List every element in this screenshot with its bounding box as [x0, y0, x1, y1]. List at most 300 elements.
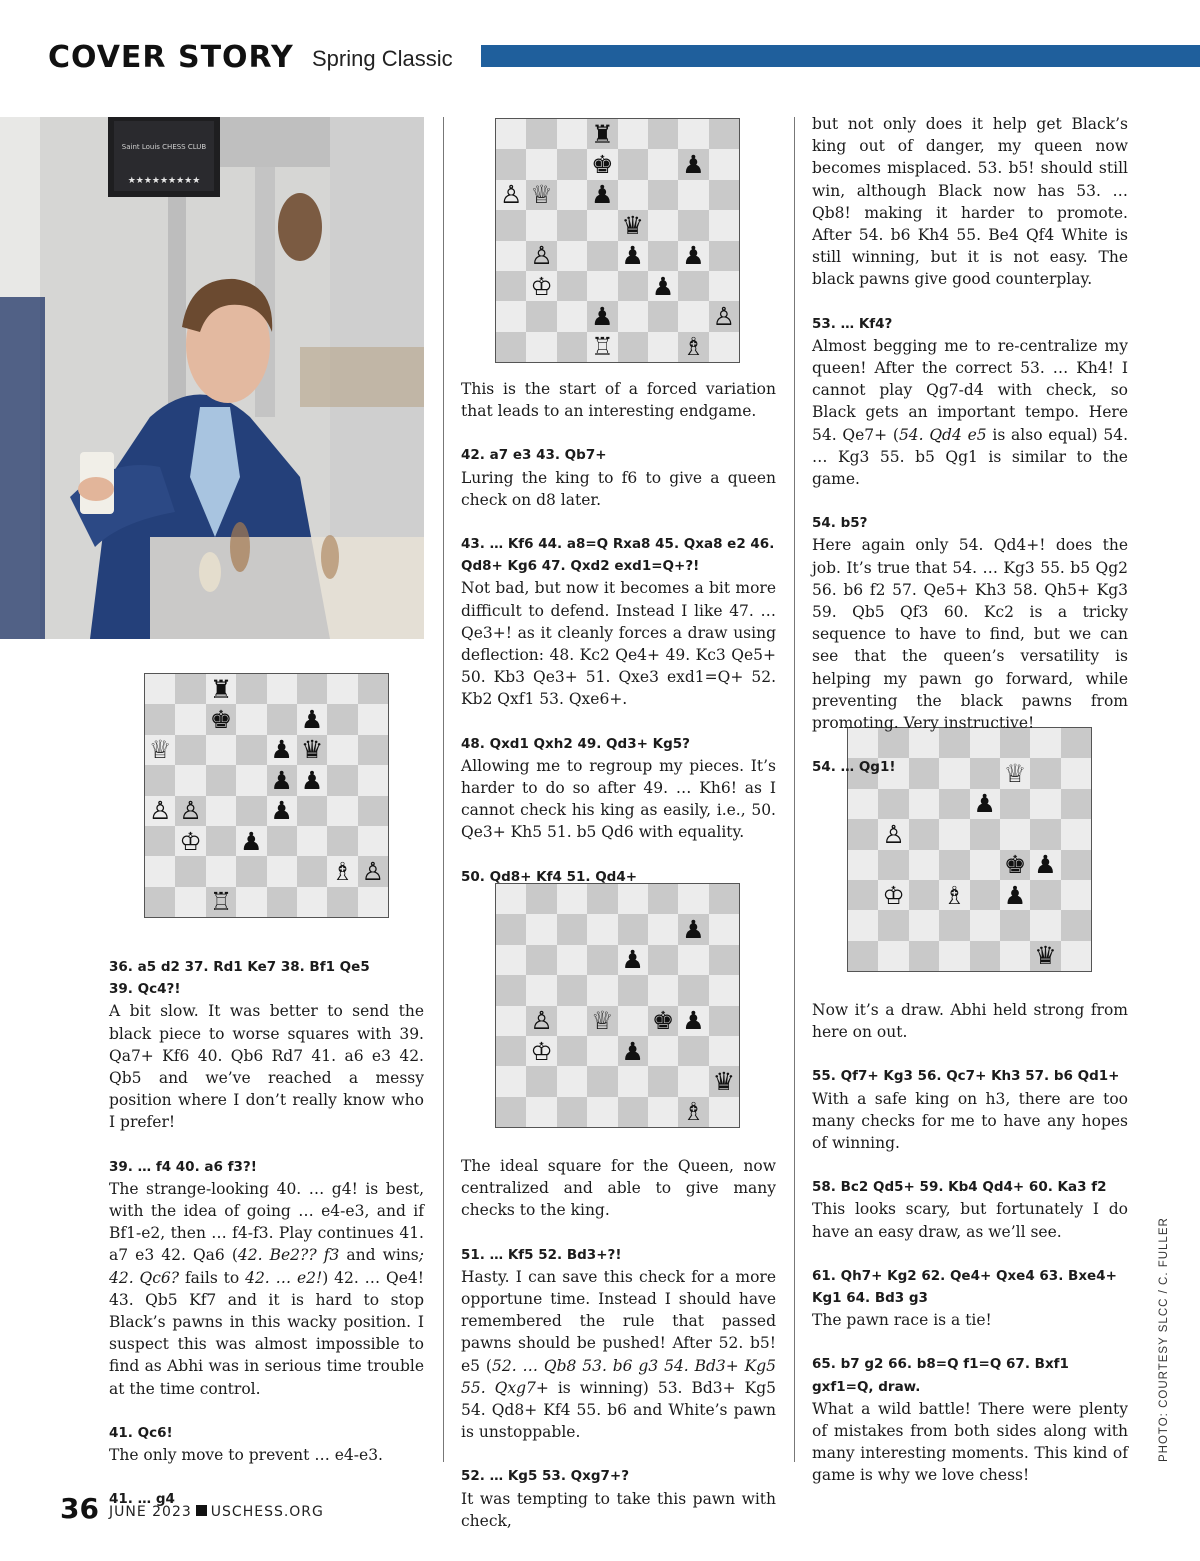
- board-square: [557, 210, 587, 240]
- board-square: [267, 765, 297, 795]
- annotation-text: Luring the king to f6 to give a queen check on d8 later.: [461, 468, 776, 509]
- annotation-text: This is the start of a forced variation that leads to an interesting endgame.: [461, 380, 776, 421]
- board-square: [618, 1097, 648, 1127]
- board-square: [496, 1006, 526, 1036]
- board-square: [496, 975, 526, 1005]
- board-square: [236, 887, 266, 917]
- board-square: [145, 674, 175, 704]
- board-square: [709, 1066, 739, 1096]
- board-square: [1030, 789, 1060, 819]
- white-pawn-icon: ♙: [530, 1006, 553, 1036]
- board-square: [939, 789, 969, 819]
- move-heading: 54. … Qg1!: [812, 759, 896, 776]
- board-square: [526, 975, 556, 1005]
- board-square: [618, 301, 648, 331]
- board-square: [678, 149, 708, 179]
- board-square: [648, 332, 678, 362]
- move-heading: 58. Bc2 Qd5+ 59. Kb4 Qd4+ 60. Ka3 f2: [812, 1179, 1107, 1196]
- board-square: [175, 887, 205, 917]
- board-square: [496, 1036, 526, 1066]
- board-square: [709, 1036, 739, 1066]
- board-square: [526, 241, 556, 271]
- board-square: [267, 674, 297, 704]
- board-square: [358, 826, 388, 856]
- board-square: [587, 914, 617, 944]
- board-square: [206, 796, 236, 826]
- board-square: [236, 826, 266, 856]
- board-square: [1030, 850, 1060, 880]
- board-square: [587, 1006, 617, 1036]
- black-pawn-icon: ♟: [270, 735, 293, 765]
- board-square: [236, 674, 266, 704]
- board-square: [848, 910, 878, 940]
- board-square: [709, 945, 739, 975]
- move-heading: 39. Qc4?!: [109, 981, 181, 998]
- board-square: [297, 674, 327, 704]
- board-square: [618, 1036, 648, 1066]
- board-square: [206, 887, 236, 917]
- board-square: [267, 826, 297, 856]
- black-queen-icon: ♛: [1034, 941, 1057, 971]
- move-heading: 61. Qh7+ Kg2 62. Qe4+ Qxe4 63. Bxe4+ Kg1 64. Bd3 g3: [812, 1267, 1117, 1307]
- white-pawn-icon: ♙: [499, 180, 523, 210]
- board-square: [709, 149, 739, 179]
- board-square: [648, 1097, 678, 1127]
- board-square: [939, 941, 969, 971]
- board-square: [678, 119, 708, 149]
- board-square: [145, 887, 175, 917]
- poster-stars: ★★★★★★★★★: [127, 176, 201, 186]
- board-square: [297, 826, 327, 856]
- board-square: [526, 1036, 556, 1066]
- board-square: [848, 789, 878, 819]
- board-square: [648, 884, 678, 914]
- board-square: [709, 241, 739, 271]
- board-square: [909, 880, 939, 910]
- move-heading: 52. … Kg5 53. Qxg7+?: [461, 1468, 630, 1485]
- annotation-text: With a safe king on h3, there are too many checks for me to have any hopes of winning.: [812, 1089, 1128, 1153]
- board-square: [526, 149, 556, 179]
- black-pawn-icon: ♟: [621, 945, 644, 975]
- annotation-text: It was tempting to take this pawn with check,: [461, 1489, 776, 1530]
- board-square: [206, 856, 236, 886]
- board-square: [175, 765, 205, 795]
- board-square: [587, 301, 617, 331]
- white-rook-icon: ♖: [209, 887, 233, 917]
- black-pawn-icon: ♟: [591, 301, 614, 331]
- board-square: [496, 1066, 526, 1096]
- board-square: [496, 180, 526, 210]
- board-square: [970, 941, 1000, 971]
- board-square: [496, 271, 526, 301]
- board-square: [206, 704, 236, 734]
- board-square: [939, 819, 969, 849]
- board-square: [496, 210, 526, 240]
- board-square: [1061, 941, 1091, 971]
- annotation-text: The pawn race is a tie!: [812, 1311, 992, 1330]
- board-square: [557, 1006, 587, 1036]
- board-square: [678, 1006, 708, 1036]
- board-square: [496, 884, 526, 914]
- board-square: [618, 119, 648, 149]
- board-square: [939, 910, 969, 940]
- board-square: [557, 945, 587, 975]
- board-square: [145, 765, 175, 795]
- board-square: [648, 1066, 678, 1096]
- board-square: [327, 674, 357, 704]
- board-square: [297, 765, 327, 795]
- board-square: [236, 735, 266, 765]
- annotation-text: What a wild battle! There were plenty of mistakes from both sides along with many interesting moments. This kind of game is why we love chess!: [812, 1399, 1128, 1485]
- black-pawn-icon: ♟: [682, 150, 705, 180]
- board-square: [358, 796, 388, 826]
- board-square: [526, 210, 556, 240]
- board-square: [709, 301, 739, 331]
- board-square: [496, 945, 526, 975]
- board-square: [618, 271, 648, 301]
- board-square: [267, 704, 297, 734]
- board-square: [709, 332, 739, 362]
- board-square: [236, 796, 266, 826]
- board-square: [327, 765, 357, 795]
- black-pawn-icon: ♟: [300, 765, 324, 795]
- board-square: [970, 850, 1000, 880]
- annotation-text: A bit slow. It was better to send the black piece to worse squares with 39. Qa7+ Kf6 40. Qb6 Rd7 41. a6 e3 42. Qb5 and we’ve reached a messy position where I don’t really know who I prefer!: [109, 1002, 424, 1132]
- board-square: [1000, 819, 1030, 849]
- black-pawn-icon: ♟: [270, 796, 293, 826]
- annotation-text: This looks scary, but fortunately I do have an easy draw, as we’ll see.: [812, 1200, 1128, 1241]
- white-queen-icon: ♕: [530, 180, 553, 210]
- white-bishop-icon: ♗: [682, 332, 705, 362]
- site-url: USCHESS.ORG: [210, 1504, 324, 1520]
- board-square: [587, 975, 617, 1005]
- board-square: [648, 914, 678, 944]
- board-square: [297, 735, 327, 765]
- annotation-text: The strange-looking 40. … g4! is best, with the idea of going … e4-e3, and if Bf1-e2, then … f4-f3. Play continues 41. a7 e3 42. Qa6 (42. Be2?? f3 and wins; 42. Qc6? fails to 42. … e2!) 42. … Qe4! 43. Qb5 Kf7 and it is hard to stop Black’s pawns in this wacky position. I suspect this was almost impossible to find as Abhi was in serious time trouble at the time control.: [109, 1179, 424, 1398]
- column-3-text-lower: [812, 999, 1128, 1487]
- board-square: [1000, 850, 1030, 880]
- move-heading: 53. … Kf4?: [812, 315, 893, 332]
- board-square: [145, 704, 175, 734]
- board-square: [618, 1066, 648, 1096]
- black-pawn-icon: ♟: [591, 180, 614, 210]
- board-square: [709, 271, 739, 301]
- poster-caption: Saint Louis CHESS CLUB: [121, 143, 207, 151]
- board-square: [848, 880, 878, 910]
- board-square: [587, 271, 617, 301]
- board-square: [878, 789, 908, 819]
- black-pawn-icon: ♟: [621, 1036, 644, 1066]
- board-square: [1030, 880, 1060, 910]
- board-square: [1061, 850, 1091, 880]
- board-square: [587, 884, 617, 914]
- annotation-text: The only move to prevent … e4-e3.: [109, 1446, 383, 1465]
- board-square: [145, 856, 175, 886]
- chess-diagram-2: [495, 118, 740, 363]
- board-square: [678, 1066, 708, 1096]
- board-square: [678, 1097, 708, 1127]
- white-bishop-icon: ♗: [682, 1097, 705, 1127]
- board-square: [175, 735, 205, 765]
- board-square: [648, 210, 678, 240]
- board-square: [587, 149, 617, 179]
- board-square: [496, 149, 526, 179]
- move-heading: 55. Qf7+ Kg3 56. Qc7+ Kh3 57. b6 Qd1+: [812, 1068, 1120, 1085]
- board-square: [557, 119, 587, 149]
- black-king-icon: ♚: [1003, 850, 1027, 880]
- page-header: [48, 40, 1200, 74]
- board-square: [648, 119, 678, 149]
- move-heading: 54. b5?: [812, 515, 868, 532]
- board-square: [557, 332, 587, 362]
- board-square: [327, 887, 357, 917]
- board-square: [970, 789, 1000, 819]
- board-square: [970, 819, 1000, 849]
- board-square: [1000, 941, 1030, 971]
- board-square: [878, 941, 908, 971]
- board-square: [909, 789, 939, 819]
- board-square: [709, 180, 739, 210]
- board-square: [1030, 941, 1060, 971]
- board-square: [648, 945, 678, 975]
- board-square: [557, 149, 587, 179]
- board-square: [878, 910, 908, 940]
- board-square: [206, 765, 236, 795]
- annotation-text: The ideal square for the Queen, now centralized and able to give many checks to the king.: [461, 1157, 776, 1220]
- board-square: [267, 735, 297, 765]
- board-square: [678, 1036, 708, 1066]
- board-square: [678, 884, 708, 914]
- board-square: [175, 826, 205, 856]
- header-bar: [481, 45, 1200, 67]
- black-queen-icon: ♛: [300, 735, 324, 765]
- board-square: [618, 884, 648, 914]
- black-pawn-icon: ♟: [1034, 850, 1057, 880]
- chess-diagram-1: [144, 673, 389, 918]
- board-square: [557, 180, 587, 210]
- board-square: [496, 119, 526, 149]
- column-2-text-upper: [461, 378, 776, 888]
- move-heading: 36. a5 d2 37. Rd1 Ke7 38. Bf1 Qe5: [109, 959, 370, 975]
- board-square: [939, 850, 969, 880]
- board-square: [878, 880, 908, 910]
- board-square: [587, 945, 617, 975]
- board-square: [618, 914, 648, 944]
- annotation-text: but not only does it help get Black’s king out of danger, my queen now becomes misplaced. 53. b5! should still win, although Black now has 53. … Qb8! making it harder to promote. After 54. b6 Kh4 55. Be4 Qf4 White is still winning, but it is not easy. The black pawns give good counterplay.: [812, 115, 1128, 289]
- board-square: [678, 945, 708, 975]
- white-pawn-icon: ♙: [530, 241, 553, 271]
- move-heading: 65. b7 g2 66. b8=Q f1=Q 67. Bxf1 gxf1=Q, draw.: [812, 1356, 1069, 1395]
- board-square: [709, 975, 739, 1005]
- move-heading: 51. … Kf5 52. Bd3+?!: [461, 1246, 622, 1263]
- board-square: [648, 241, 678, 271]
- white-queen-icon: ♕: [148, 735, 172, 765]
- board-square: [557, 884, 587, 914]
- square-separator-icon: [196, 1505, 207, 1516]
- board-square: [587, 241, 617, 271]
- board-square: [496, 332, 526, 362]
- board-square: [297, 796, 327, 826]
- board-square: [267, 887, 297, 917]
- board-square: [526, 271, 556, 301]
- board-square: [909, 850, 939, 880]
- issue-line: [109, 1504, 324, 1520]
- board-square: [648, 180, 678, 210]
- board-square: [358, 674, 388, 704]
- chess-diagram-3: [495, 883, 740, 1128]
- board-square: [297, 856, 327, 886]
- annotation-text: Now it’s a draw. Abhi held strong from here on out.: [812, 1001, 1128, 1042]
- board-square: [848, 941, 878, 971]
- board-square: [618, 975, 648, 1005]
- board-square: [709, 210, 739, 240]
- black-pawn-icon: ♟: [270, 765, 293, 795]
- board-square: [206, 735, 236, 765]
- board-square: [526, 884, 556, 914]
- white-pawn-icon: ♙: [148, 796, 172, 826]
- board-square: [175, 796, 205, 826]
- annotation-text: Allowing me to regroup my pieces. It’s harder to do so after 49. … Kh6! as I cannot check his king as easily, i.e., 50. Qe3+ Kh5 51. b5 Qd6 with equality.: [461, 756, 776, 842]
- board-square: [587, 119, 617, 149]
- white-king-icon: ♔: [530, 1036, 553, 1066]
- board-square: [648, 271, 678, 301]
- black-king-icon: ♚: [591, 150, 614, 180]
- board-square: [327, 735, 357, 765]
- board-square: [358, 735, 388, 765]
- board-square: [678, 301, 708, 331]
- board-square: [618, 241, 648, 271]
- board-square: [327, 796, 357, 826]
- board-square: [939, 880, 969, 910]
- move-heading: 39. … f4 40. a6 f3?!: [109, 1158, 257, 1175]
- photo-credit: PHOTO: COURTESY SLCC / C. FULLER: [1158, 1217, 1170, 1462]
- move-heading: 42. a7 e3 43. Qb7+: [461, 447, 607, 464]
- board-square: [327, 704, 357, 734]
- board-square: [236, 765, 266, 795]
- black-pawn-icon: ♟: [973, 789, 996, 819]
- black-rook-icon: ♜: [591, 119, 614, 149]
- move-heading: 50. Qd8+ Kf4 51. Qd4+: [461, 868, 638, 885]
- board-square: [587, 1066, 617, 1096]
- board-square: [526, 180, 556, 210]
- white-rook-icon: ♖: [591, 332, 614, 362]
- move-heading: 48. Qxd1 Qxh2 49. Qd3+ Kg5?: [461, 735, 690, 752]
- board-square: [327, 856, 357, 886]
- black-pawn-icon: ♟: [651, 271, 675, 301]
- board-square: [175, 856, 205, 886]
- board-square: [1000, 880, 1030, 910]
- black-pawn-icon: ♟: [240, 826, 263, 856]
- black-king-icon: ♚: [209, 705, 233, 735]
- player-photo: [0, 117, 424, 639]
- board-square: [1030, 910, 1060, 940]
- board-square: [557, 975, 587, 1005]
- column-rule: [443, 117, 444, 1462]
- board-square: [145, 735, 175, 765]
- board-square: [175, 704, 205, 734]
- black-pawn-icon: ♟: [682, 241, 705, 271]
- board-square: [648, 1006, 678, 1036]
- board-square: [496, 914, 526, 944]
- board-square: [909, 941, 939, 971]
- move-heading: 43. … Kf6 44. a8=Q Rxa8 45. Qxa8 e2 46. Qd8+ Kg6 47. Qxd2 exd1=Q+?!: [461, 536, 775, 575]
- board-square: [206, 674, 236, 704]
- board-square: [557, 271, 587, 301]
- board-square: [709, 119, 739, 149]
- board-square: [678, 210, 708, 240]
- board-square: [618, 210, 648, 240]
- board-square: [648, 301, 678, 331]
- column-3-text-upper: [812, 113, 1128, 778]
- black-rook-icon: ♜: [209, 674, 233, 704]
- board-square: [145, 826, 175, 856]
- board-square: [358, 765, 388, 795]
- white-pawn-icon: ♙: [882, 819, 905, 849]
- board-square: [358, 887, 388, 917]
- black-pawn-icon: ♟: [621, 241, 644, 271]
- board-square: [970, 910, 1000, 940]
- board-square: [678, 914, 708, 944]
- board-square: [557, 1036, 587, 1066]
- board-square: [236, 856, 266, 886]
- black-king-icon: ♚: [651, 1006, 675, 1036]
- black-pawn-icon: ♟: [1003, 880, 1027, 910]
- board-square: [618, 149, 648, 179]
- board-square: [526, 301, 556, 331]
- board-square: [618, 1006, 648, 1036]
- board-square: [526, 914, 556, 944]
- move-heading: 41. … g4: [109, 1491, 175, 1508]
- board-square: [297, 704, 327, 734]
- black-pawn-icon: ♟: [682, 1006, 705, 1036]
- board-square: [648, 1036, 678, 1066]
- board-square: [526, 1066, 556, 1096]
- board-square: [709, 1097, 739, 1127]
- board-square: [909, 910, 939, 940]
- white-bishop-icon: ♗: [331, 856, 354, 886]
- board-square: [587, 210, 617, 240]
- board-square: [848, 819, 878, 849]
- board-square: [327, 826, 357, 856]
- annotation-text: Almost begging me to re-centralize my queen! After the correct 53. … Kh4! I cannot play Qg7-d4 with check, so Black gets an important tempo. Here 54. Qe7+ (54. Qd4 e5 is also equal) 54. … Kg3 55. b5 Qg1 is similar to the game.: [812, 336, 1129, 489]
- board-square: [909, 819, 939, 849]
- board-square: [145, 796, 175, 826]
- board-square: [526, 119, 556, 149]
- board-square: [526, 1097, 556, 1127]
- board-square: [618, 945, 648, 975]
- board-square: [678, 975, 708, 1005]
- board-square: [206, 826, 236, 856]
- board-square: [1061, 910, 1091, 940]
- board-square: [618, 332, 648, 362]
- board-square: [678, 241, 708, 271]
- column-1-text: [109, 956, 424, 1510]
- board-square: [267, 856, 297, 886]
- board-square: [496, 1097, 526, 1127]
- board-square: [1000, 789, 1030, 819]
- board-square: [678, 332, 708, 362]
- white-king-icon: ♔: [882, 880, 905, 910]
- board-square: [358, 704, 388, 734]
- board-square: [709, 914, 739, 944]
- annotation-text: Not bad, but now it becomes a bit more difficult to defend. Instead I like 47. … Qe3+! as it cleanly forces a draw using deflection: 48. Kc2 Qe4+ 49. Kc3 Qe5+ 50. Kb3 Qe3+ 51. Qxe3 exd1=Q+ 52. Kb2 Qxf1 53. Qxe6+.: [461, 579, 776, 709]
- board-square: [678, 271, 708, 301]
- board-square: [496, 301, 526, 331]
- board-square: [648, 149, 678, 179]
- board-square: [557, 301, 587, 331]
- annotation-text: Here again only 54. Qd4+! does the job. It’s true that 54. … Kg3 55. b5 Qg2 56. b6 f2 57. Qe5+ Kh3 58. Qh5+ Kg3 59. Qb5 Qf3 60. Kc2 is a tricky sequence to have to find, but we can see that the queen’s versatility is helping my pawn go forward, while preventing the black pawns from promoting. Very instructive!: [812, 536, 1128, 733]
- board-square: [709, 884, 739, 914]
